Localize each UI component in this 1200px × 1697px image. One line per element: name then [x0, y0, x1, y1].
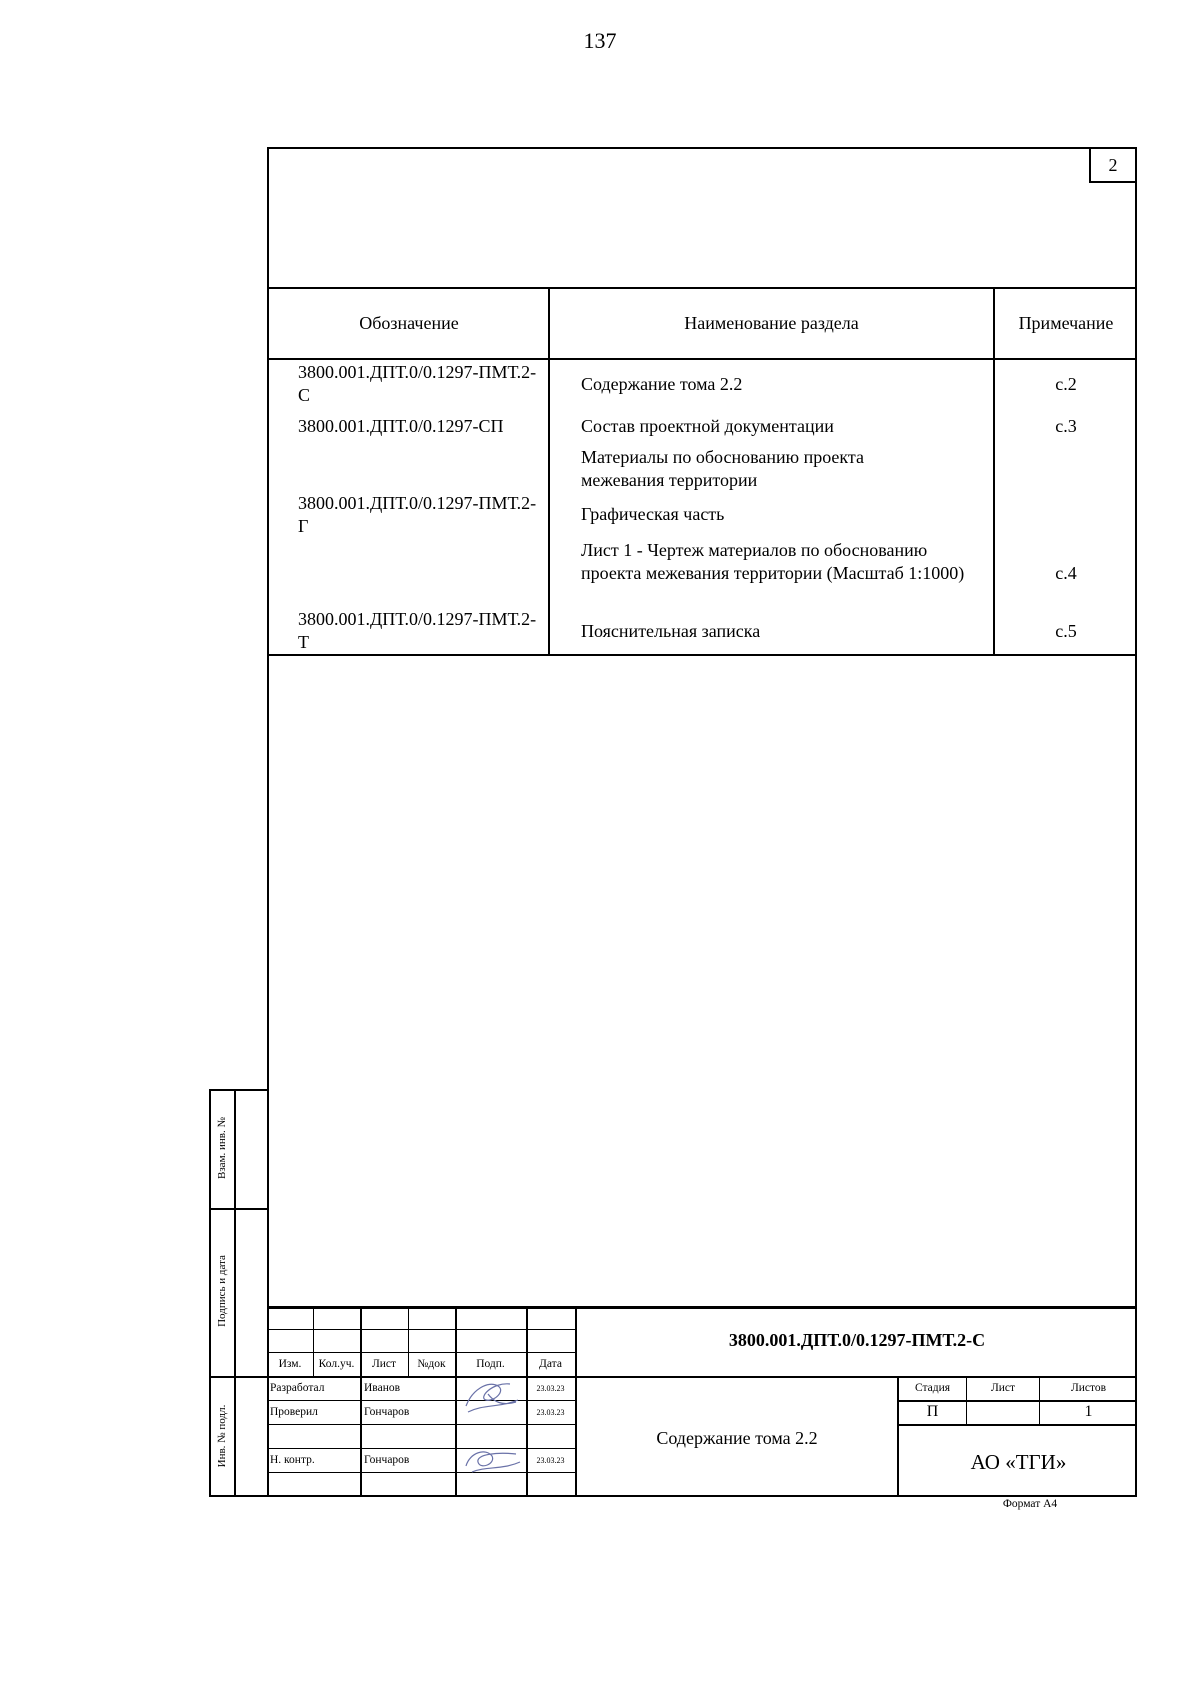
title-block-top-line [267, 1306, 1137, 1309]
sheet-number: 2 [1089, 147, 1137, 183]
document-title: Содержание тома 2.2 [656, 1428, 818, 1448]
title-block-line [897, 1424, 1137, 1426]
col-header: Подп. [476, 1358, 505, 1370]
row-designation: 3800.001.ДПТ.0/0.1297-ПМТ.2-Т [298, 609, 537, 652]
row-note: с.3 [1055, 416, 1077, 436]
format-label: Формат А4 [1002, 1498, 1058, 1510]
side-replaced-inv: Взам. инв. № [216, 1117, 228, 1179]
stage-value: П [926, 1403, 939, 1420]
row-note: с.5 [1055, 621, 1077, 641]
side-stamp-border [209, 1089, 211, 1497]
signature-image [458, 1440, 526, 1480]
row-note: с.4 [1055, 563, 1077, 583]
row-designation: 3800.001.ДПТ.0/0.1297-ПМТ.2-Г [298, 493, 537, 536]
title-block-line [267, 1376, 1137, 1378]
title-block-col [897, 1376, 899, 1497]
title-block-col [455, 1306, 457, 1497]
title-block-col [526, 1306, 528, 1497]
stage-label: Стадия [914, 1382, 951, 1394]
drawing-frame [267, 147, 1137, 1497]
side-inv-original: Инв. № подл. [216, 1404, 228, 1468]
row-name: Графическая часть [581, 504, 725, 524]
table-bottom-line [267, 654, 1137, 656]
table-header-line [267, 358, 1137, 360]
side-signature-date: Подпись и дата [216, 1255, 228, 1327]
role-checked: Проверил [270, 1406, 318, 1418]
person-name: Гончаров [364, 1406, 410, 1418]
role-norm-control: Н. контр. [270, 1454, 315, 1466]
row-designation: 3800.001.ДПТ.0/0.1297-СП [298, 416, 504, 436]
header-note: Примечание [1018, 313, 1114, 333]
page-number: 137 [583, 28, 617, 53]
person-name: Гончаров [364, 1454, 410, 1466]
col-header: Лист [371, 1358, 397, 1370]
sign-date: 23.03.23 [536, 1456, 565, 1465]
table-col-divider [548, 287, 550, 655]
title-block-line [267, 1448, 577, 1449]
col-header: Дата [539, 1358, 562, 1370]
organization-name: АО «ТГИ» [970, 1450, 1067, 1474]
sheets-total: 1 [1084, 1403, 1093, 1420]
col-header: Кол.уч. [318, 1358, 355, 1370]
title-block-line [267, 1400, 577, 1401]
header-section-name: Наименование раздела [684, 313, 859, 333]
row-name: Материалы по обоснованию проекта межевания территории [581, 447, 864, 490]
row-name: Содержание тома 2.2 [581, 374, 743, 394]
role-developed: Разработал [270, 1382, 325, 1394]
document-code: 3800.001.ДПТ.0/0.1297-ПМТ.2-С [728, 1330, 986, 1350]
col-header: Изм. [278, 1358, 302, 1370]
row-name: Состав проектной документации [581, 416, 834, 436]
header-designation: Обозначение [359, 313, 459, 333]
row-name: Пояснительная записка [581, 621, 761, 641]
table-top-line [267, 287, 1137, 289]
side-stamp-border [234, 1089, 236, 1497]
col-header: №док [417, 1358, 446, 1370]
sign-date: 23.03.23 [536, 1384, 565, 1393]
sheets-label: Листов [1070, 1382, 1107, 1394]
side-stamp-line [209, 1208, 267, 1210]
signature-image [458, 1372, 526, 1422]
title-block-line [267, 1424, 577, 1425]
title-block-col [360, 1306, 362, 1497]
title-block-line [267, 1472, 577, 1473]
table-col-divider [993, 287, 995, 655]
person-name: Иванов [364, 1382, 401, 1394]
row-name: Лист 1 - Чертеж материалов по обоснованию проекта межевания территории (Масштаб 1:1000) [581, 540, 965, 583]
row-note: с.2 [1055, 374, 1077, 394]
title-block-line [897, 1400, 1137, 1402]
sign-date: 23.03.23 [536, 1408, 565, 1417]
sheet-label: Лист [990, 1382, 1016, 1394]
row-designation: 3800.001.ДПТ.0/0.1297-ПМТ.2-С [298, 362, 537, 405]
